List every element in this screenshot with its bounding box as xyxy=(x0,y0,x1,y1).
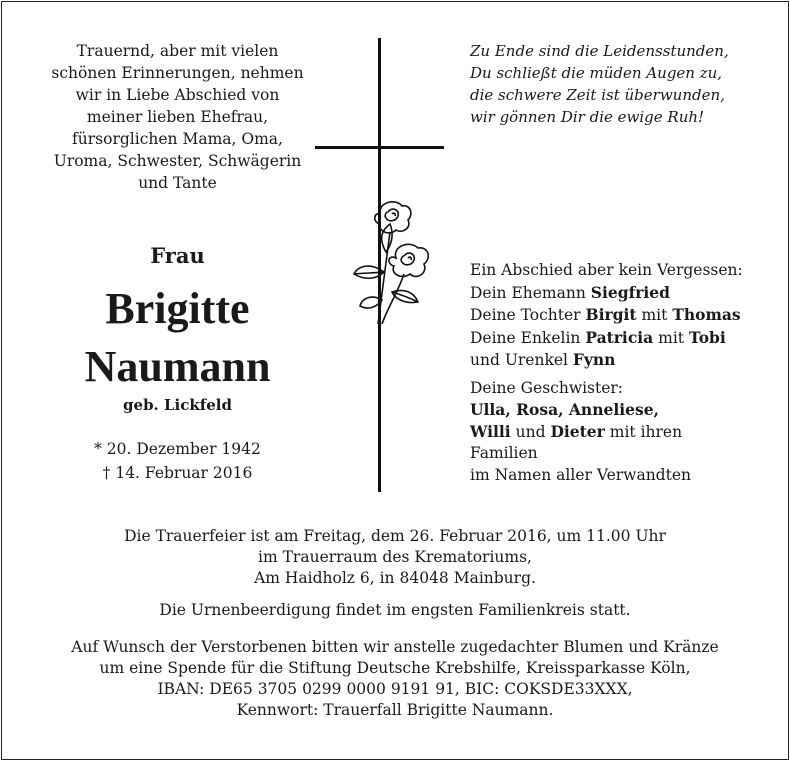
rose-icon xyxy=(338,192,438,327)
intro-line: meiner lieben Ehefrau, xyxy=(86,108,269,126)
mourner-daughter xyxy=(470,304,770,327)
label: Deine Tochter xyxy=(470,306,586,324)
label: mit xyxy=(653,328,689,347)
deceased-name xyxy=(0,280,355,396)
salutation: Frau xyxy=(150,243,205,268)
first-name: Brigitte xyxy=(105,284,250,333)
siblings-heading: Deine Geschwister: xyxy=(470,378,624,397)
name: Dieter xyxy=(550,421,605,441)
intro-line: Uroma, Schwester, Schwägerin xyxy=(53,152,302,170)
name: Thomas xyxy=(672,305,741,324)
relatives-line: im Namen aller Verwandten xyxy=(470,465,691,484)
name: Birgit xyxy=(585,305,637,324)
label: Dein Ehemann xyxy=(470,283,591,302)
life-dates xyxy=(0,437,355,485)
funeral-line: Am Haidholz 6, in 84048 Mainburg. xyxy=(254,569,536,587)
birth-date: * 20. Dezember 1942 xyxy=(94,440,261,458)
donation-line: Auf Wunsch der Verstorbenen bitten wir anstelle zugedachter Blumen und Kränze xyxy=(71,638,719,656)
label: Deine Enkelin xyxy=(470,328,586,347)
donation-line: um eine Spende für die Stiftung Deutsche Krebshilfe, Kreissparkasse Köln, xyxy=(99,659,691,677)
donation-line: IBAN: DE65 3705 0299 0000 9191 91, BIC: COKSDE33XXX, xyxy=(157,680,633,698)
siblings-line2 xyxy=(470,421,770,444)
death-date: † 14. Februar 2016 xyxy=(102,464,253,482)
last-name: Naumann xyxy=(84,342,271,391)
siblings-names: Ulla, Rosa, Anneliese, xyxy=(470,400,659,419)
name: Siegfried xyxy=(590,282,670,302)
siblings-families: Familien xyxy=(470,444,538,462)
intro-line: schönen Erinnerungen, nehmen xyxy=(51,64,304,82)
cross-beam xyxy=(315,146,444,149)
intro-line: wir in Liebe Abschied von xyxy=(75,86,280,104)
poem-line: Zu Ende sind die Leidensstunden, xyxy=(470,42,729,60)
name: Willi xyxy=(470,421,511,441)
intro-line: Trauernd, aber mit vielen xyxy=(76,42,279,60)
poem-line: die schwere Zeit ist überwunden, xyxy=(470,86,725,104)
mourner-grandchild xyxy=(470,327,770,350)
mourner-husband xyxy=(470,282,770,305)
poem-line: Du schließt die müden Augen zu, xyxy=(470,64,723,82)
label: mit ihren xyxy=(604,422,683,441)
intro-text xyxy=(0,40,355,194)
poem-line: wir gönnen Dir die ewige Ruh! xyxy=(470,108,705,126)
poem xyxy=(470,40,729,128)
label: und xyxy=(510,422,551,441)
funeral-line: im Trauerraum des Krematoriums, xyxy=(258,548,532,566)
name: Fynn xyxy=(572,350,616,369)
mourners-list xyxy=(470,260,770,486)
intro-line: und Tante xyxy=(138,174,217,192)
funeral-info xyxy=(0,526,790,589)
urn-info: Die Urnenbeerdigung findet im engsten Familienkreis statt. xyxy=(159,601,631,619)
donation-info xyxy=(0,637,790,721)
donation-line: Kennwort: Trauerfall Brigitte Naumann. xyxy=(236,701,554,719)
label: und Urenkel xyxy=(470,351,573,369)
name: Tobi xyxy=(688,327,726,347)
name: Patricia xyxy=(585,327,654,347)
mourner-great-grandchild xyxy=(470,349,770,372)
mourners-heading: Ein Abschied aber kein Vergessen: xyxy=(470,261,743,279)
birth-name: geb. Lickfeld xyxy=(123,396,232,414)
intro-line: fürsorglichen Mama, Oma, xyxy=(72,130,283,148)
funeral-line: Die Trauerfeier ist am Freitag, dem 26. Februar 2016, um 11.00 Uhr xyxy=(124,527,666,545)
label: mit xyxy=(636,306,673,324)
